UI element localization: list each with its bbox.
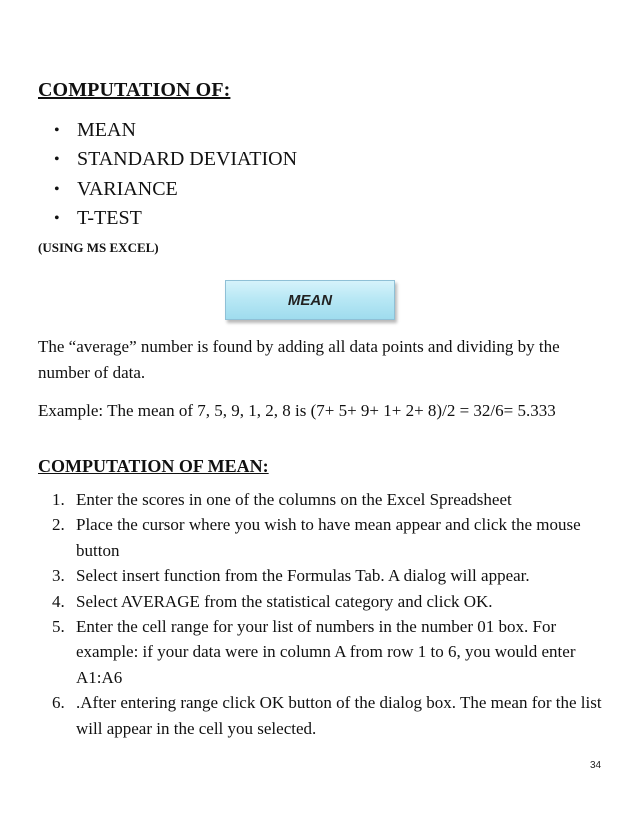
topic-item [54,145,297,174]
step-text: .After entering range click OK button of the dialog box. The mean for the list will appear in the cell you selected. [76,693,602,738]
step-text: Select AVERAGE from the statistical category and click OK. [76,591,493,611]
topic-item [54,204,297,233]
steps-list [52,487,607,741]
main-heading: COMPUTATION OF: [38,79,231,101]
example-paragraph: Example: The mean of 7, 5, 9, 1, 2, 8 is (7+ 5+ 9+ 1+ 2+ 8)/2 = 32/6= 5.333 [38,401,556,420]
step-text: Select insert function from the Formulas Tab. A dialog will appear. [76,566,530,586]
step-number: 4. [52,591,65,611]
topic-label: MEAN [77,119,136,141]
definition-paragraph: The “average” number is found by adding all data points and dividing by the number of data. [38,337,560,382]
using-note: (USING MS EXCEL) [38,240,159,255]
step-number: 3. [52,566,65,586]
step-number: 2. [52,515,65,535]
bullet-icon: • [54,122,60,139]
bullet-icon: • [54,180,60,198]
section-title-label: MEAN [287,291,333,309]
bullet-icon: • [54,151,60,169]
step-item [52,512,607,563]
step-text: Enter the scores in one of the columns on the Excel Spreadsheet [76,490,512,509]
topic-item [54,175,297,204]
step-number: 6. [52,693,65,713]
step-number: 5. [52,617,65,637]
topic-label: T-TEST [77,206,142,229]
topic-label: VARIANCE [77,177,178,200]
bullet-icon: • [54,209,60,227]
topic-item [54,116,297,145]
section-title-box [225,280,395,320]
topic-label: STANDARD DEVIATION [77,148,298,171]
step-number: 1. [52,490,65,509]
topic-list [54,116,297,233]
step-item [52,690,607,741]
step-item [52,563,607,588]
step-item [52,589,607,614]
page-number: 34 [590,760,602,771]
sub-heading: COMPUTATION OF MEAN: [38,456,269,476]
step-item [52,614,607,690]
step-item [52,487,607,512]
step-text: Enter the cell range for your list of numbers in the number 01 box. For example: if your data were in column A from row 1 to 6, you would enter A1:A6 [76,617,576,687]
step-text: Place the cursor where you wish to have mean appear and click the mouse button [76,515,581,560]
